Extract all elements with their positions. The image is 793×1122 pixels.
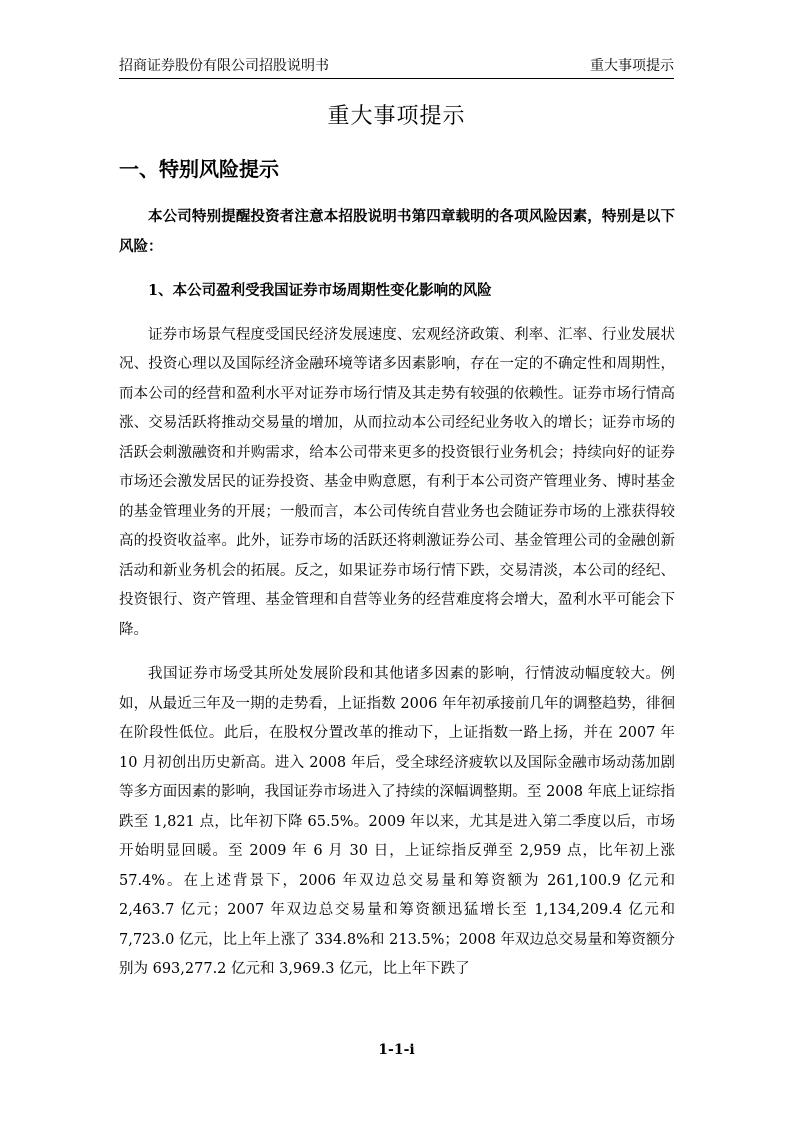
body-content: [119, 202, 675, 985]
section-heading-special-risk: 一、特别风险提示: [119, 157, 279, 181]
page-title: 重大事项提示: [327, 104, 466, 129]
header-company-title: 招商证券股份有限公司招股说明书: [119, 58, 329, 74]
body-paragraph-1: 证券市场景气程度受国民经济发展速度、宏观经济政策、利率、汇率、行业发展状况、投资心理以及国际经济金融环境等诸多因素影响，存在一定的不确定性和周期性，而本公司的经营和盈利水平对证券市场行情及其走势有较强的依赖性。证券市场行情高涨、交易活跃将推动交易量的增加，从而拉动本公司经纪业务收入的增长；证券市场的活跃会刺激融资和并购需求，给本公司带来更多的投资银行业务机会；持续向好的证券市场还会激发居民的证券投资、基金申购意愿，有利于本公司资产管理业务、博时基金的基金管理业务的开展；一般而言，本公司传统自营业务也会随证券市场的上涨获得较高的投资收益率。此外，证券市场的活跃还将刺激证券公司、基金管理公司的金融创新活动和新业务机会的拓展。反之，如果证券市场行情下跌，交易清淡，本公司的经纪、投资银行、资产管理、基金管理和自营等业务的经营难度将会增大，盈利水平可能会下降。: [119, 326, 675, 638]
page-number: 1-1-i: [378, 1042, 415, 1058]
intro-paragraph: 本公司特别提醒投资者注意本招股说明书第四章载明的各项风险因素，特别是以下风险：: [119, 208, 675, 255]
page-header: [119, 52, 674, 79]
header-section-title: 重大事项提示: [590, 58, 674, 74]
body-paragraph-2: 我国证券市场受其所处发展阶段和其他诸多因素的影响，行情波动幅度较大。例如，从最近三年及一期的走势看，上证指数 2006 年年初承接前几年的调整趋势，徘徊在阶段性低位。此后，在股权分置改革的推动下，上证指数一路上扬，并在 2007 年 10 月初创出历史新高。进入 2008 年后，受全球经济疲软以及国际金融市场动荡加剧等多方面因素的影响，我国证券市场进入了持续的深幅调整期。至 2008 年底上证综指跌至 1,821 点，比年初下降 65.5%。2009 年以来，尤其是进入第二季度以后，市场开始明显回暖。至 2009 年 6 月 30 日，上证综指反弹至 2,959 点，比年初上涨 57.4%。在上述背景下，2006 年双边总交易量和筹资额为 261,100.9 亿元和 2,463.7 亿元；2007 年双边总交易量和筹资额迅猛增长至 1,134,209.4 亿元和 7,723.0 亿元，比上年上涨了 334.8%和 213.5%；2008 年双边总交易量和筹资额分别为 693,277.2 亿元和 3,969.3 亿元，比上年下跌了: [119, 666, 675, 977]
subsection-heading-1: 1、本公司盈利受我国证券市场周期性变化影响的风险: [148, 282, 492, 299]
